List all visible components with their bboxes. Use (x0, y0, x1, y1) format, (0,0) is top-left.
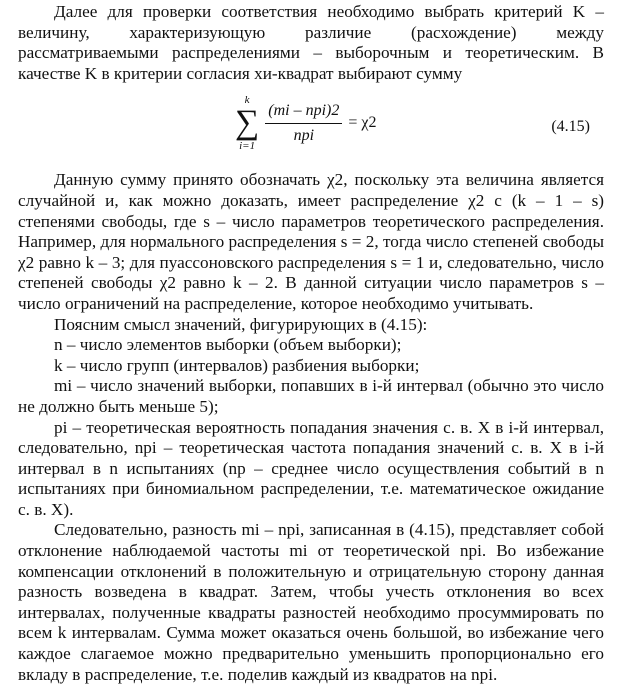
sigma-symbol: ∑ (235, 104, 260, 142)
sum-lower-limit: i=1 (239, 140, 256, 153)
definition-m: mi – число значений выборки, попавших в i-й интервал (обычно это число не должно быть меньше 5); (18, 376, 604, 416)
paragraph-explain: Поясним смысл значений, фигурирующих в (4.15): (54, 314, 428, 334)
definition-p: pi – теоретическая вероятность попадания значения с. в. X в i-й интервал, следовательно, npi – теоретическая частота попадания значений с. в. X в i-й интервал в n испытаниях (np – среднее число осуществления событий в n испытаниях при биномиальном распределении, т.е. математическое ожидание с. в. X). (18, 417, 604, 519)
equation-number: (4.15) (551, 118, 590, 136)
definition-k: k – число групп (интервалов) разбиения выборки; (54, 355, 420, 375)
paragraph-conclusion: Следовательно, разность mi – npi, записанная в (4.15), представляет собой отклонение наблюдаемой частоты mi от теоретической npi. Во избежание компенсации отклонений в положительную и отрицательную сторону данная разность возведена в квадрат. Затем, чтобы учесть отклонения во всех интервалах, полученные квадраты разностей необходимо просуммировать по всем k интервалам. Сумма может оказаться очень большой, во избежание чего каждое слагаемое можно предварительно уменьшить пропорционально его вкладу в распределение, т.е. поделив каждый из квадратов на npi. (18, 520, 604, 684)
sum-upper-limit: k (244, 94, 250, 107)
fraction (265, 101, 342, 146)
formula-rhs: = χ2 (348, 114, 377, 132)
fraction-numerator: (mi – npi)2 (265, 101, 342, 124)
paragraph-intro: Далее для проверки соответствия необходимо выбрать критерий K – величину, характеризующую различие (расхождение) между рассматриваемыми распределениями – выборочным и теоретическим. В качестве K в критерии согласия хи-квадрат выбирают сумму (18, 2, 604, 83)
chi-square-formula (235, 94, 376, 152)
formula-block (18, 84, 604, 170)
fraction-denominator: npi (293, 126, 315, 144)
definition-n: n – число элементов выборки (объем выборки); (54, 335, 402, 355)
sum-operator (235, 94, 259, 152)
paragraph-chi-square: Данную сумму принято обозначать χ2, поскольку эта величина является случайной и, как можно доказать, имеет распределение χ2 с (k – 1 – s) степенями свободы, где s – число параметров теоретического распределения. Например, для нормального распределения s = 2, тогда число степеней свободы χ2 равно k – 3; для пуассоновского распределения s = 1 и, следовательно, число степеней свободы χ2 равно k – 2. В данной ситуации число параметров s – число ограничений на распределение, которое необходимо учитывать. (18, 170, 604, 313)
